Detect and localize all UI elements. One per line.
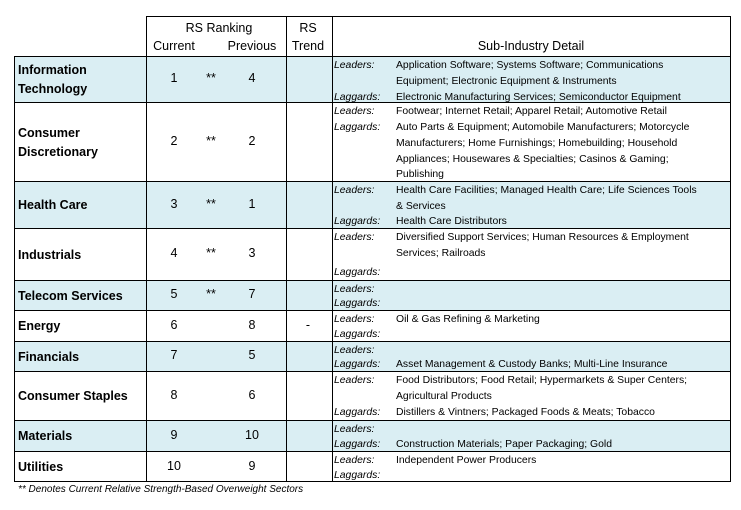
- rs-trend: -: [305, 317, 311, 332]
- laggards-label: Laggards:: [334, 216, 381, 227]
- laggards-text: Appliances; Housewares & Specialties; Casinos & Gaming;: [396, 153, 669, 165]
- column-rule: [730, 16, 731, 482]
- leaders-text: Food Distributors; Food Retail; Hypermarkets & Super Centers;: [396, 375, 688, 386]
- sector-name-line: Utilities: [18, 460, 64, 474]
- sector-name: [18, 427, 72, 446]
- leaders-label: Leaders:: [334, 284, 375, 295]
- sector-name-line: Consumer Staples: [18, 389, 128, 403]
- laggards-text: Electronic Manufacturing Services; Semiconductor Equipment: [396, 92, 681, 103]
- table-row: [14, 451, 730, 482]
- sector-table: [14, 16, 730, 482]
- table-row: [14, 420, 730, 451]
- column-rule: [332, 16, 333, 482]
- leaders-label: Leaders:: [334, 232, 375, 243]
- leaders-label: Leaders:: [334, 424, 375, 435]
- leaders-text: Application Software; Systems Software; Communications: [396, 60, 664, 71]
- laggards-label: Laggards:: [334, 470, 381, 481]
- sector-name: [18, 387, 128, 406]
- sub-industry-detail: [332, 421, 730, 451]
- sector-name-line: Consumer: [18, 125, 80, 140]
- overweight-marker: **: [206, 196, 216, 211]
- leaders-label: Leaders:: [334, 106, 375, 117]
- table-row: [14, 310, 730, 341]
- laggards-text: Health Care Distributors: [396, 216, 507, 227]
- current-rank: 5: [170, 287, 178, 301]
- sub-industry-detail: [332, 182, 730, 228]
- table-header: [14, 16, 730, 56]
- sub-industry-detail: [332, 311, 730, 341]
- sector-name-line: Industrials: [18, 247, 82, 262]
- laggards-label: Laggards:: [334, 298, 381, 309]
- sector-name-line: Health Care: [18, 198, 88, 212]
- sector-name: [18, 287, 123, 306]
- table-row: [14, 371, 730, 420]
- table-row: [14, 228, 730, 280]
- leaders-text: Equipment; Electronic Equipment & Instruments: [396, 75, 617, 87]
- leaders-label: Leaders:: [334, 345, 375, 356]
- table-row: [14, 341, 730, 371]
- column-rule: [286, 16, 287, 482]
- previous-rank: 4: [248, 71, 256, 85]
- leaders-label: Leaders:: [334, 314, 375, 325]
- laggards-text: Manufacturers; Home Furnishings; Homebuilding; Household: [396, 137, 678, 149]
- sector-name: [18, 458, 63, 477]
- leaders-text: Health Care Facilities; Managed Health Care; Life Sciences Tools: [396, 185, 697, 196]
- sector-name-line: Materials: [18, 429, 73, 443]
- sector-name: [18, 196, 87, 215]
- header-rs: RS: [299, 21, 317, 35]
- header-rs-ranking: RS Ranking: [185, 21, 253, 35]
- sector-name-line: Information: [18, 63, 87, 77]
- sector-name-line: Technology: [18, 82, 88, 96]
- table-row: [14, 280, 730, 310]
- sector-name-line: Discretionary: [18, 144, 98, 159]
- laggards-text: Publishing: [396, 169, 444, 181]
- current-rank: 10: [167, 458, 181, 473]
- table-left-rule: [14, 56, 15, 482]
- previous-rank: 10: [245, 427, 259, 442]
- sub-industry-detail: [332, 342, 730, 371]
- leaders-text: Oil & Gas Refining & Marketing: [396, 314, 540, 325]
- sector-name: [18, 348, 79, 367]
- sub-industry-detail: [332, 229, 730, 280]
- laggards-label: Laggards:: [334, 92, 381, 103]
- laggards-text: Auto Parts & Equipment; Automobile Manufacturers; Motorcycle: [396, 122, 690, 133]
- leaders-label: Leaders:: [334, 375, 375, 386]
- sub-industry-detail: [332, 57, 730, 102]
- overweight-marker: **: [206, 287, 216, 301]
- sector-name: [18, 246, 81, 265]
- leaders-text: Agricultural Products: [396, 390, 492, 402]
- laggards-label: Laggards:: [334, 439, 381, 450]
- leaders-text: Footwear; Internet Retail; Apparel Retail; Automotive Retail: [396, 106, 667, 117]
- sector-name-line: Energy: [18, 319, 61, 333]
- table-body: [14, 56, 730, 482]
- current-rank: 7: [170, 348, 178, 362]
- leaders-label: Leaders:: [334, 455, 375, 466]
- previous-rank: 7: [248, 287, 256, 301]
- table-row: [14, 56, 730, 102]
- sector-name-line: Financials: [18, 349, 80, 364]
- previous-rank: 8: [248, 317, 256, 332]
- sector-name: [18, 61, 87, 99]
- header-trend: Trend: [291, 39, 325, 53]
- sub-industry-detail: [332, 103, 730, 181]
- sub-industry-detail: [332, 452, 730, 481]
- laggards-label: Laggards:: [334, 407, 381, 418]
- current-rank: 4: [170, 246, 178, 260]
- current-rank: 2: [170, 133, 178, 148]
- previous-rank: 6: [248, 387, 256, 402]
- header-current: Current: [153, 39, 195, 53]
- laggards-label: Laggards:: [334, 122, 381, 133]
- laggards-label: Laggards:: [334, 359, 381, 370]
- leaders-text: Independent Power Producers: [396, 455, 537, 466]
- laggards-text: Asset Management & Custody Banks; Multi-Line Insurance: [396, 359, 668, 370]
- laggards-label: Laggards:: [334, 267, 381, 278]
- column-rule: [146, 16, 147, 482]
- leaders-label: Leaders:: [334, 60, 375, 71]
- current-rank: 1: [170, 71, 178, 85]
- leaders-text: Services; Railroads: [396, 247, 486, 259]
- laggards-label: Laggards:: [334, 329, 381, 340]
- previous-rank: 3: [248, 246, 256, 260]
- laggards-text: Construction Materials; Paper Packaging; Gold: [396, 439, 613, 450]
- sub-industry-detail: [332, 372, 730, 420]
- previous-rank: 2: [248, 133, 256, 148]
- previous-rank: 9: [248, 458, 256, 473]
- table-row: [14, 102, 730, 181]
- sector-name: [18, 124, 98, 162]
- header-previous: Previous: [227, 39, 277, 53]
- current-rank: 8: [170, 387, 178, 402]
- leaders-text: & Services: [396, 200, 446, 212]
- header-sub-industry-detail: Sub-Industry Detail: [477, 39, 585, 53]
- previous-rank: 1: [248, 196, 256, 211]
- leaders-text: Diversified Support Services; Human Resources & Employment: [396, 232, 689, 243]
- sub-industry-detail: [332, 281, 730, 310]
- current-rank: 3: [170, 196, 178, 211]
- leaders-label: Leaders:: [334, 185, 375, 196]
- sector-name-line: Telecom Services: [18, 288, 123, 303]
- table-row: [14, 181, 730, 228]
- overweight-marker: **: [206, 246, 216, 260]
- header-top-rule: [146, 16, 731, 17]
- current-rank: 6: [170, 317, 178, 332]
- overweight-marker: **: [206, 71, 216, 85]
- laggards-text: Distillers & Vintners; Packaged Foods & Meats; Tobacco: [396, 407, 655, 418]
- overweight-marker: **: [206, 133, 216, 148]
- previous-rank: 5: [248, 348, 256, 362]
- current-rank: 9: [170, 427, 178, 442]
- footnote: ** Denotes Current Relative Strength-Based Overweight Sectors: [18, 484, 304, 495]
- sector-name: [18, 317, 60, 336]
